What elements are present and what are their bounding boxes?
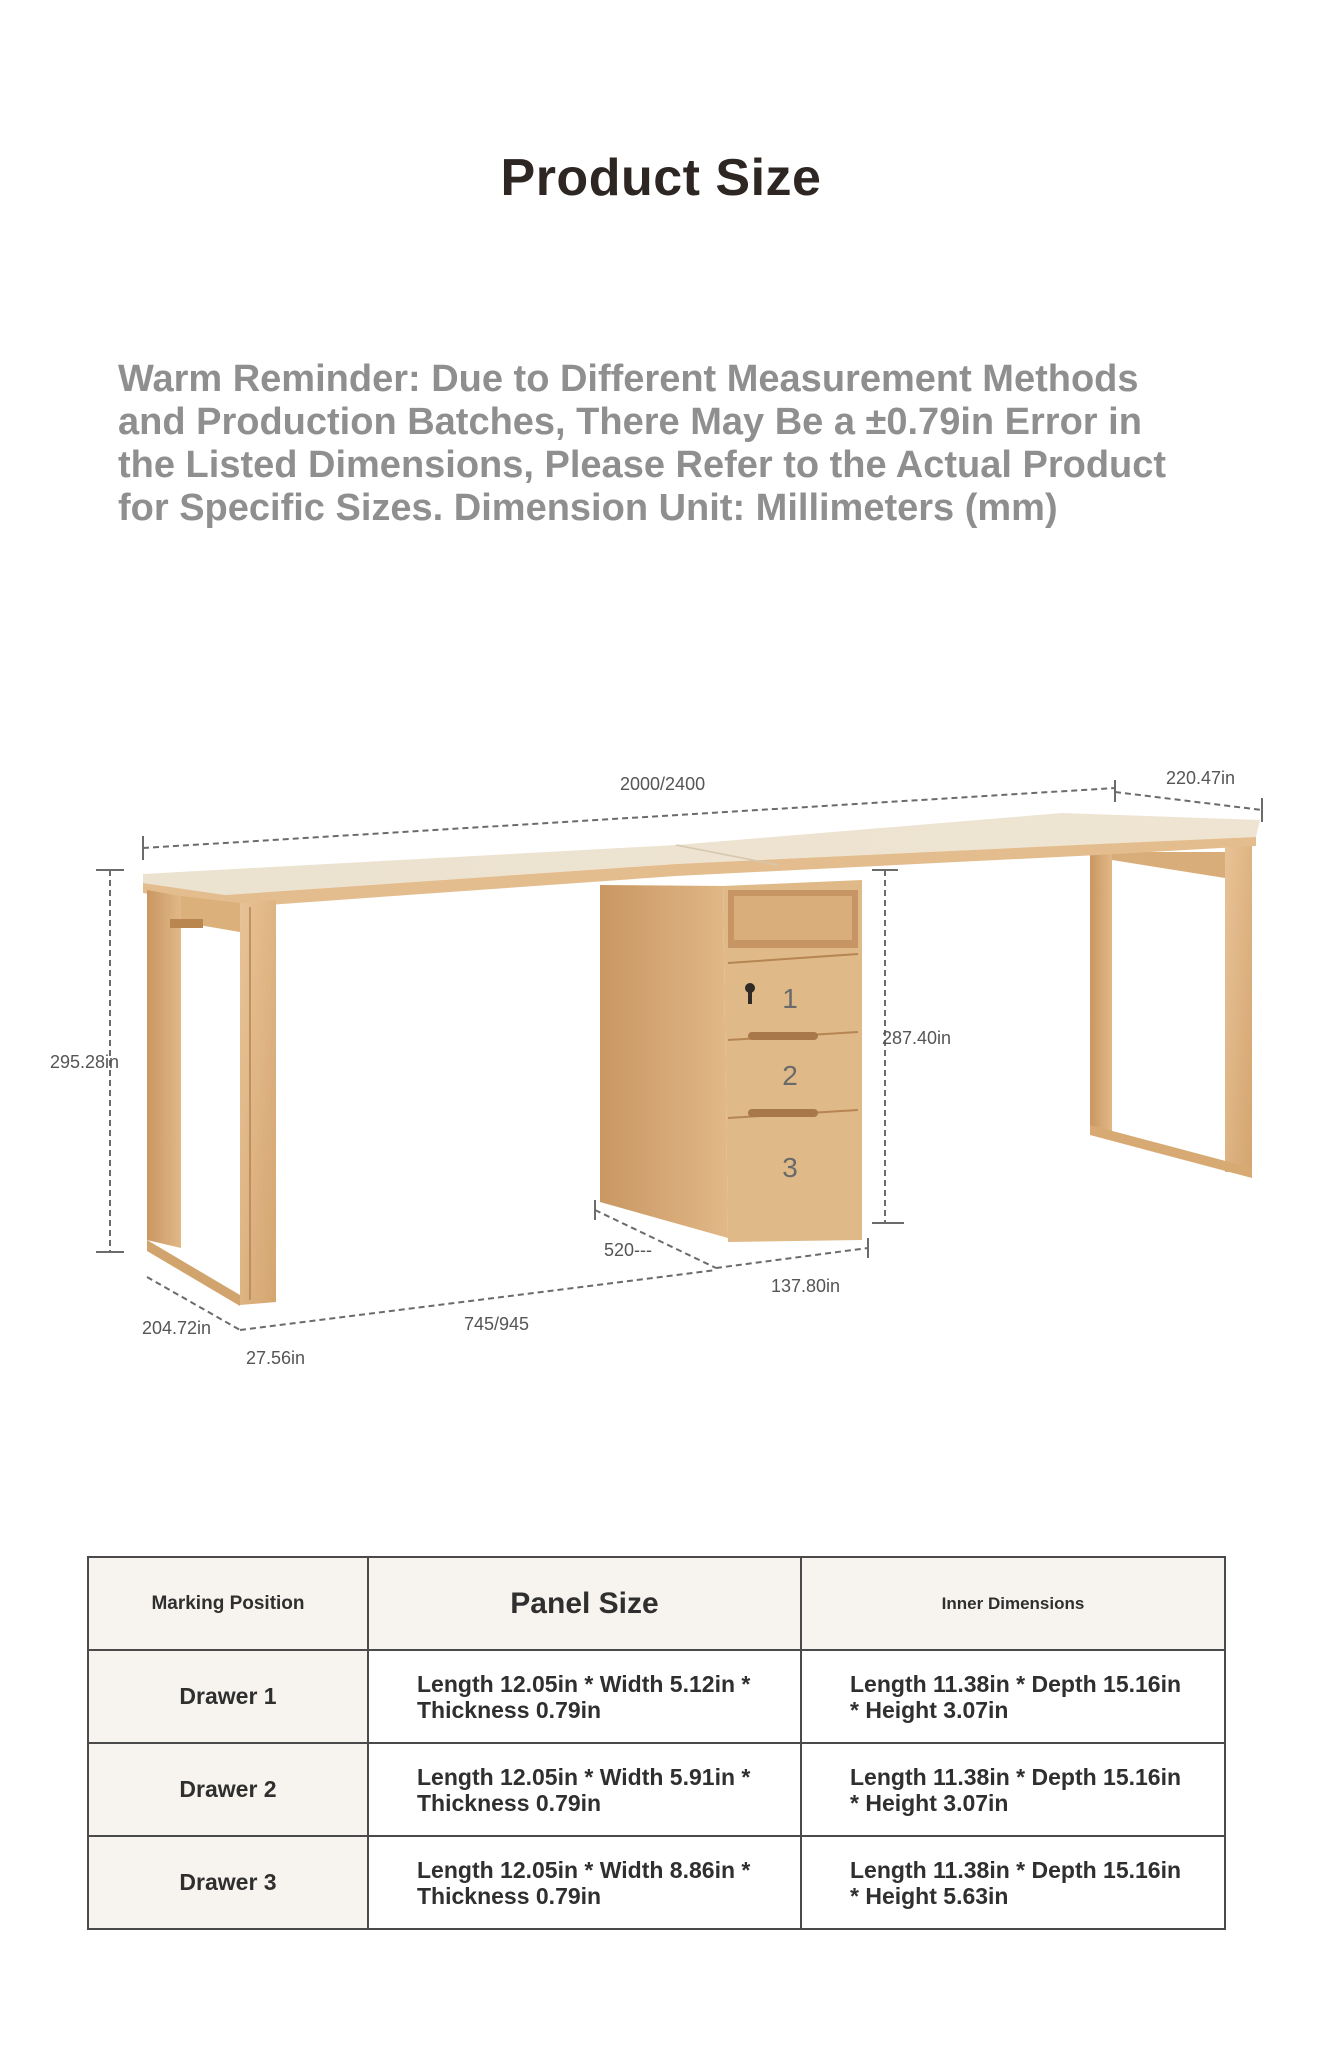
label-leg-depth: 204.72in: [142, 1318, 212, 1338]
label-top-depth: 220.47in: [1166, 768, 1236, 788]
panel-size-cell: Length 12.05in * Width 8.86in * Thickness 0.79in: [368, 1836, 801, 1929]
table-row: [88, 1836, 1225, 1929]
inner-dimensions-cell: Length 11.38in * Depth 15.16in * Height 3.07in: [801, 1650, 1225, 1743]
label-total-height: 295.28in: [50, 1052, 120, 1072]
label-cabinet-height: 287.40in: [882, 1028, 952, 1048]
label-cabinet-depth: 520---: [604, 1240, 653, 1260]
label-clearance: 745/945: [464, 1314, 530, 1334]
row-label: Drawer 2: [88, 1743, 368, 1836]
label-cabinet-width: 137.80in: [771, 1276, 841, 1296]
header-inner-dimensions: Inner Dimensions: [801, 1557, 1225, 1650]
label-leg-width: 27.56in: [246, 1348, 306, 1368]
row-label: Drawer 1: [88, 1650, 368, 1743]
desk-dimension-diagram: [0, 740, 1322, 1400]
table-row: [88, 1743, 1225, 1836]
header-marking-position: Marking Position: [88, 1557, 368, 1650]
table-row: [88, 1650, 1225, 1743]
panel-size-cell: Length 12.05in * Width 5.91in * Thickness 0.79in: [368, 1743, 801, 1836]
table-header-row: [88, 1557, 1225, 1650]
right-leg-frame: [1090, 840, 1252, 1178]
page-title: Product Size: [500, 149, 822, 207]
drawer-spec-table: [87, 1556, 1226, 1930]
inner-dimensions-cell: Length 11.38in * Depth 15.16in * Height 3.07in: [801, 1743, 1225, 1836]
inner-dimensions-cell: Length 11.38in * Depth 15.16in * Height 5.63in: [801, 1836, 1225, 1929]
drawer-number-3: 3: [782, 1152, 798, 1183]
drawer-number-1: 1: [782, 983, 798, 1014]
row-label: Drawer 3: [88, 1836, 368, 1929]
label-total-length: 2000/2400: [620, 774, 706, 794]
left-leg-frame: [147, 890, 276, 1306]
warm-reminder-text: Warm Reminder: Due to Different Measurement Methods and Production Batches, There May Be a ±0.79in Error in the Listed Dimensions, Please Refer to the Actual Product for Specific Sizes. Dimension Unit: Millimeters (mm): [118, 358, 1167, 529]
panel-size-cell: Length 12.05in * Width 5.12in * Thickness 0.79in: [368, 1650, 801, 1743]
drawer-number-2: 2: [782, 1060, 798, 1091]
header-panel-size: Panel Size: [368, 1557, 801, 1650]
drawer-cabinet: [600, 880, 862, 1242]
desk-illustration: [0, 740, 1322, 1400]
